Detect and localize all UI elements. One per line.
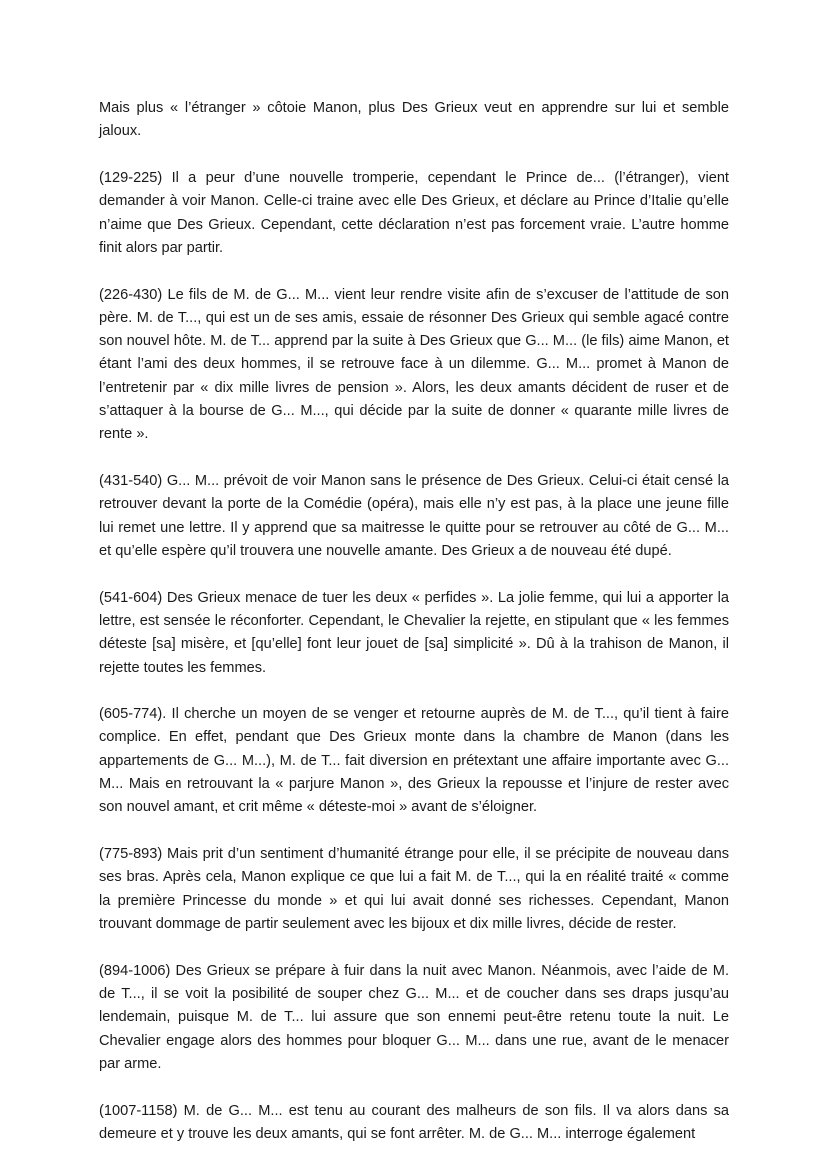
paragraph-3: (226-430) Le fils de M. de G... M... vient leur rendre visite afin de s’excuser de l’attitude de son père. M. de T..., qui est un de ses amis, essaie de résonner Des Grieux qui semble agacé contre son nouvel hôte. M. de T... apprend par la suite à Des Grieux que G... M... (le fils) aime Manon, et étant l’ami des deux hommes, il se retrouve face à un dilemme. G... M... promet à Manon de l’entretenir par « dix mille livres de pension ». Alors, les deux amants décident de ruser et de s’attaquer à la bourse de G... M..., qui décide par la suite de donner « quarante mille livres de rente ».: [99, 286, 729, 443]
paragraph-2: (129-225) Il a peur d’une nouvelle tromperie, cependant le Prince de... (l’étranger), vient demander à voir Manon. Celle-ci traine avec elle Des Grieux, et déclare au Prince d’Italie qu’elle n’aime que Des Grieux. Cependant, cette déclaration n’est pas forcement vraie. L’autre homme finit alors par partir.: [99, 169, 729, 256]
paragraph-4: (431-540) G... M... prévoit de voir Manon sans le présence de Des Grieux. Celui-ci était censé la retrouver devant la porte de la Comédie (opéra), mais elle n’y est pas, à la place une jeune fille lui remet une lettre. Il y apprend que sa maitresse le quitte pour se retrouver au côté de G... M... et qu’elle espère qu’il trouvera une nouvelle amante. Des Grieux a de nouveau été dupé.: [99, 473, 729, 559]
paragraph-9: (1007-1158) M. de G... M... est tenu au courant des malheurs de son fils. Il va alors dans sa demeure et y trouve les deux amants, qui se font arrêter. M. de G... M... interroge également: [99, 1102, 729, 1142]
paragraph-5: (541-604) Des Grieux menace de tuer les deux « perfides ». La jolie femme, qui lui a apporter la lettre, est sensée le réconforter. Cependant, le Chevalier la rejette, en stipulant que « les femmes déteste [sa] misère, et [qu’elle] font leur jouet de [sa] simplicité ». Dû à la trahison de Manon, il rejette toutes les femmes.: [99, 589, 729, 676]
paragraph-1: Mais plus « l’étranger » côtoie Manon, plus Des Grieux veut en apprendre sur lui et semble jaloux.: [99, 100, 729, 140]
paragraph-8: (894-1006) Des Grieux se prépare à fuir dans la nuit avec Manon. Néanmois, avec l’aide de M. de T..., il se voit la posibilité de souper chez G... M... et de coucher dans ses draps jusqu’au lendemain, puisque M. de T... lui assure que son ennemi peut-être retenu toute la nuit. Le Chevalier engage alors des hommes pour bloquer G... M... dans une rue, avant de le menacer par arme.: [99, 962, 729, 1072]
paragraph-6: (605-774). Il cherche un moyen de se venger et retourne auprès de M. de T..., qu’il tient à faire complice. En effet, pendant que Des Grieux monte dans la chambre de Manon (dans les appartements de G... M...), M. de T... fait diversion en prétextant une affaire importante avec G... M... Mais en retrouvant la « parjure Manon », des Grieux la repousse et l’injure de rester avec son nouvel amant, et crit même « déteste-moi » avant de s’éloigner.: [99, 706, 729, 816]
paragraph-7: (775-893) Mais prit d’un sentiment d’humanité étrange pour elle, il se précipite de nouveau dans ses bras. Après cela, Manon explique ce que lui a fait M. de T..., qui la en réalité traité « comme la première Princesse du monde » et qui lui avait donné ses richesses. Cependant, Manon trouvant dommage de partir seulement avec les bijoux et dix mille livres, décide de rester.: [99, 846, 729, 932]
document-body: [99, 97, 729, 1170]
